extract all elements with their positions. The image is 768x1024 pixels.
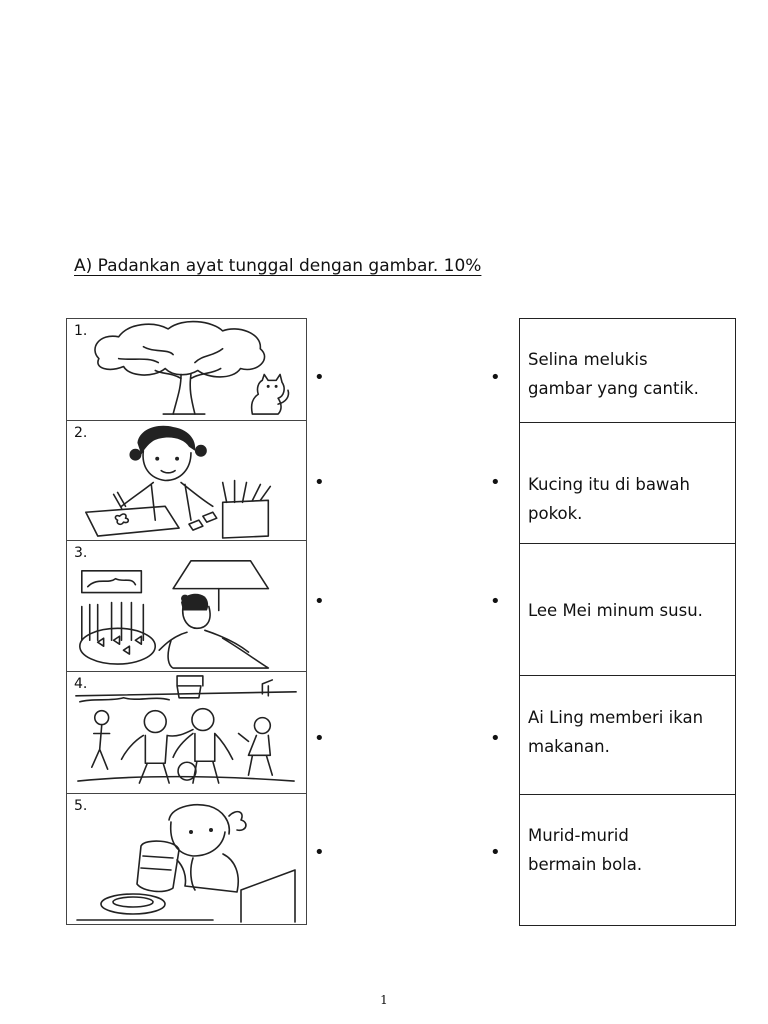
sentence-line: Selina melukis bbox=[528, 350, 648, 369]
match-dot-left-2[interactable]: • bbox=[314, 472, 325, 493]
sentence-box-2 bbox=[520, 423, 735, 544]
match-dot-right-4[interactable]: • bbox=[490, 728, 501, 749]
sentence-line: Kucing itu di bawah bbox=[528, 475, 690, 494]
match-dot-right-2[interactable]: • bbox=[490, 472, 501, 493]
picture-number: 5. bbox=[74, 798, 88, 814]
sentence-line: Murid-murid bbox=[528, 826, 629, 845]
picture-column bbox=[66, 318, 307, 925]
picture-number: 2. bbox=[74, 425, 88, 441]
sentence-text bbox=[528, 821, 731, 879]
girl-drinking-milk-picture bbox=[73, 794, 299, 925]
picture-row-3 bbox=[67, 541, 306, 672]
sentence-text bbox=[528, 703, 731, 761]
sentence-line: pokok. bbox=[528, 504, 583, 523]
picture-row-1 bbox=[67, 319, 306, 421]
match-dot-left-1[interactable]: • bbox=[314, 367, 325, 388]
match-dot-left-3[interactable]: • bbox=[314, 591, 325, 612]
sentence-text bbox=[528, 345, 731, 403]
sentence-text bbox=[528, 596, 731, 625]
match-dot-right-3[interactable]: • bbox=[490, 591, 501, 612]
picture-row-2 bbox=[67, 421, 306, 541]
picture-row-5 bbox=[67, 794, 306, 925]
sentence-line: Lee Mei minum susu. bbox=[528, 601, 703, 620]
sentence-line: Ai Ling memberi ikan bbox=[528, 708, 704, 727]
match-dot-right-1[interactable]: • bbox=[490, 367, 501, 388]
sentence-text bbox=[528, 470, 731, 528]
sentence-line: gambar yang cantik. bbox=[528, 379, 699, 398]
sentence-line: makanan. bbox=[528, 737, 610, 756]
sentence-column bbox=[519, 318, 736, 926]
sentence-box-5 bbox=[520, 795, 735, 925]
picture-number: 1. bbox=[74, 323, 88, 339]
page-number: 1 bbox=[380, 993, 388, 1007]
instruction-heading: A) Padankan ayat tunggal dengan gambar. 10% bbox=[74, 256, 482, 276]
girl-feeding-fish-picture bbox=[73, 541, 299, 671]
sentence-box-3 bbox=[520, 544, 735, 676]
tree-and-cat-picture bbox=[73, 319, 299, 420]
match-dot-right-5[interactable]: • bbox=[490, 842, 501, 863]
match-dot-left-4[interactable]: • bbox=[314, 728, 325, 749]
girl-drawing-picture bbox=[73, 421, 299, 540]
match-dot-left-5[interactable]: • bbox=[314, 842, 325, 863]
sentence-line: bermain bola. bbox=[528, 855, 643, 874]
sentence-box-1 bbox=[520, 319, 735, 423]
picture-number: 3. bbox=[74, 545, 88, 561]
picture-number: 4. bbox=[74, 676, 88, 692]
sentence-box-4 bbox=[520, 676, 735, 795]
picture-row-4 bbox=[67, 672, 306, 794]
children-playing-ball-picture bbox=[73, 672, 299, 793]
